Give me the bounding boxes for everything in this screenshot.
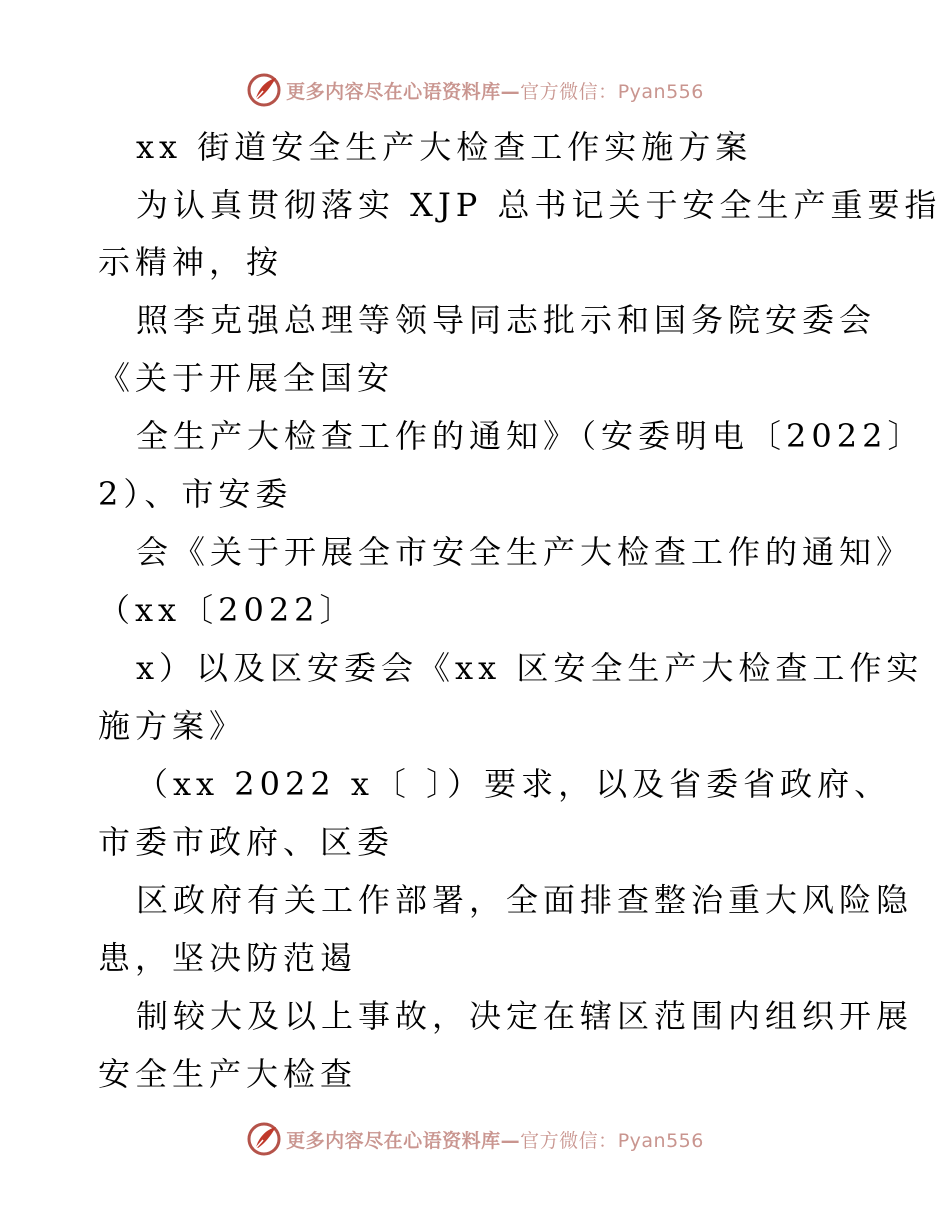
text-line: x）以及区安委会《xx 区安全生产大检查工作实 (136, 649, 924, 687)
document-title: xx 街道安全生产大检查工作实施方案 (136, 128, 753, 166)
text-line: 《关于开展全国安 (98, 359, 395, 397)
text-line: 患，坚决防范遏 (98, 939, 358, 977)
text-line: 为认真贯彻落实 XJP 总书记关于安全生产重要指 (136, 186, 942, 224)
watermark-text: 更多内容尽在心语资料库—官方微信：Pyan556 (286, 80, 704, 103)
text-line: 示精神，按 (98, 243, 284, 281)
text-line: 2）、市安委 (98, 475, 293, 513)
text-line: 照李克强总理等领导同志批示和国务院安委会 (136, 301, 877, 339)
text-line: （xx 2022 x〔 〕）要求，以及省委省政府、 (136, 765, 892, 803)
watermark-text: 更多内容尽在心语资料库—官方微信：Pyan556 (286, 1129, 704, 1152)
text-line: 制较大及以上事故，决定在辖区范围内组织开展 (136, 997, 914, 1035)
text-line: 会《关于开展全市安全生产大检查工作的通知》 (136, 533, 914, 571)
text-line: 施方案》 (98, 707, 247, 745)
text-line: 安全生产大检查 (98, 1055, 358, 1093)
feather-quill-logo-icon (246, 1121, 282, 1157)
text-line: 市委市政府、区委 (98, 823, 395, 861)
text-line: 区政府有关工作部署，全面排查整治重大风险隐 (136, 881, 914, 919)
text-line: 全生产大检查工作的通知》（安委明电〔2022〕 (136, 417, 925, 455)
watermark-footer (0, 1119, 950, 1159)
text-line: （xx〔2022〕 (98, 591, 357, 629)
